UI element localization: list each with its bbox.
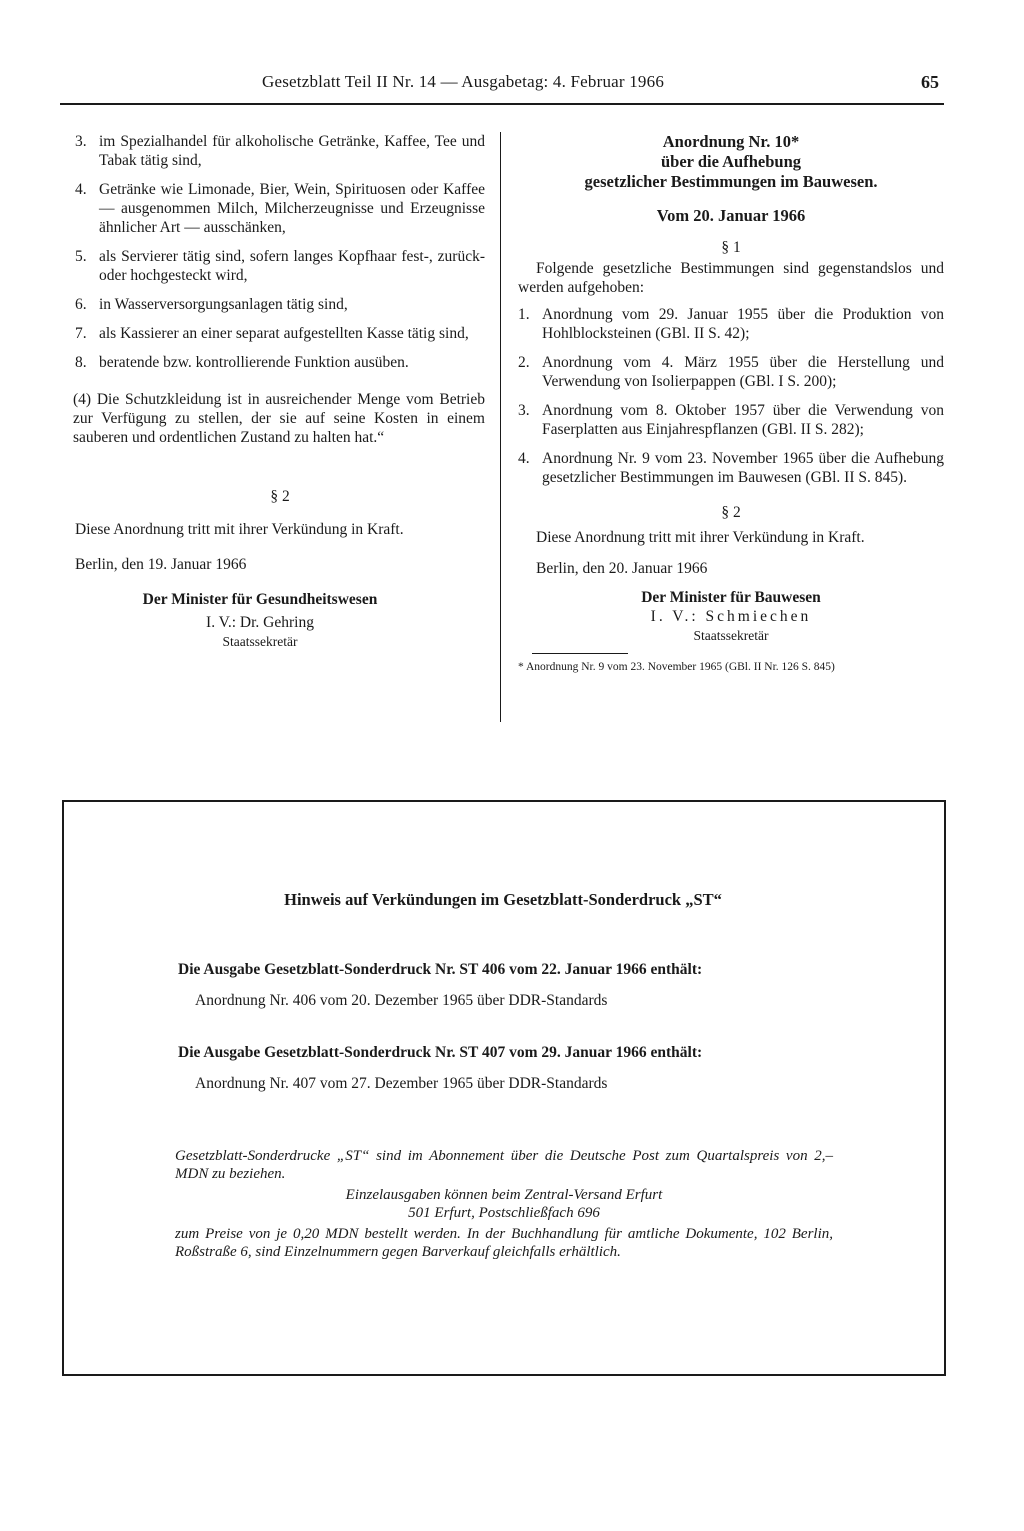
ordinance-title-line-1: Anordnung Nr. 10*	[662, 132, 800, 151]
footnote-rule	[532, 653, 628, 654]
list-item-number: 6.	[75, 296, 87, 313]
list-item-text: als Servierer tätig sind, sofern langes Kopfhaar fest-, zurück- oder hochgesteckt wird,	[99, 248, 485, 284]
list-item	[518, 353, 944, 391]
ordinance-date: Vom 20. Januar 1966	[656, 206, 806, 225]
list-item-number: 4.	[518, 450, 530, 467]
page-number: 65	[921, 72, 939, 92]
signature-block	[35, 590, 485, 651]
right-column	[518, 132, 944, 674]
edition-1-heading: Die Ausgabe Gesetzblatt-Sonderdruck Nr. ST 406 vom 22. Januar 1966 enthält:	[178, 961, 703, 978]
edition-1-content: Anordnung Nr. 406 vom 20. Dezember 1965 über DDR-Standards	[195, 992, 608, 1009]
place-date: Berlin, den 20. Januar 1966	[536, 560, 708, 577]
list-item-text: Anordnung vom 8. Oktober 1957 über die Verwendung von Faserplatten aus Einjahrespflanzen (GBl. II S. 282);	[542, 402, 944, 438]
list-item-text: im Spezialhandel für alkoholische Getränke, Kaffee, Tee und Tabak tätig sind,	[99, 133, 485, 169]
list-item	[75, 132, 485, 170]
list-item-number: 8.	[75, 354, 87, 371]
ordinance-title-line-2: über die Aufhebung	[661, 152, 801, 171]
list-item	[518, 305, 944, 343]
subscription-info	[175, 1148, 833, 1265]
list-item-text: Anordnung vom 29. Januar 1955 über die Produktion von Hohlblocksteinen (GBl. II S. 42);	[542, 306, 944, 342]
section-1-intro: Folgende gesetzliche Bestimmungen sind gegenstandslos und werden aufgehoben:	[518, 260, 944, 296]
notice-bottom-rule	[62, 1374, 946, 1376]
paragraph-4: (4) Die Schutzkleidung ist in ausreichender Menge vom Betrieb zur Verfügung zu stellen, der sie auf seine Kosten in einem sauberen und ordentlichen Zustand zu halten hat.“	[73, 391, 485, 446]
subscription-text-2b: 501 Erfurt, Postschließfach 696	[408, 1204, 600, 1221]
section-1-sign: § 1	[721, 239, 741, 256]
list-item	[518, 449, 944, 487]
signatory-title: Staatssekretär	[222, 634, 298, 649]
header-rule	[60, 103, 944, 105]
list-item-text: beratende bzw. kontrollierende Funktion ausüben.	[99, 354, 409, 371]
place-date: Berlin, den 19. Januar 1966	[75, 556, 247, 573]
list-item-number: 2.	[518, 354, 530, 371]
minister-name: Der Minister für Bauwesen	[641, 589, 821, 606]
column-divider	[500, 132, 501, 722]
list-item	[75, 324, 485, 343]
footnote: * Anordnung Nr. 9 vom 23. November 1965 (GBl. II Nr. 126 S. 845)	[518, 661, 835, 673]
list-item	[518, 401, 944, 439]
list-item-text: Getränke wie Limonade, Bier, Wein, Spirituosen oder Kaffee — ausgenommen Milch, Milcherzeugnisse und Erzeugnisse ähnlicher Art — ausschänken,	[99, 181, 485, 236]
edition-2-content: Anordnung Nr. 407 vom 27. Dezember 1965 über DDR-Standards	[195, 1075, 608, 1092]
signatory-title: Staatssekretär	[693, 628, 769, 643]
list-item-text: als Kassierer an einer separat aufgestellten Kasse tätig sind,	[99, 325, 469, 342]
list-item	[75, 180, 485, 237]
list-item-number: 3.	[75, 133, 87, 150]
ordinance-title-line-3: gesetzlicher Bestimmungen im Bauwesen.	[584, 172, 878, 191]
list-item-number: 4.	[75, 181, 87, 198]
notice-heading: Hinweis auf Verkündungen im Gesetzblatt-Sonderdruck „ST“	[284, 890, 722, 909]
signature-block	[518, 588, 944, 645]
list-item-number: 1.	[518, 306, 530, 323]
signatory: I. V.: Dr. Gehring	[206, 614, 314, 631]
list-item	[75, 353, 485, 372]
list-item-number: 3.	[518, 402, 530, 419]
list-item	[75, 295, 485, 314]
list-item-text: in Wasserversorgungsanlagen tätig sind,	[99, 296, 348, 313]
edition-2-heading: Die Ausgabe Gesetzblatt-Sonderdruck Nr. ST 407 vom 29. Januar 1966 enthält:	[178, 1044, 703, 1061]
section-2-text: Diese Anordnung tritt mit ihrer Verkündung in Kraft.	[536, 529, 865, 546]
list-item-text: Anordnung vom 4. März 1955 über die Herstellung und Verwendung von Isolierpappen (GBl. I S. 200);	[542, 354, 944, 390]
notice-box-frame	[62, 1274, 946, 1374]
subscription-text-1: Gesetzblatt-Sonderdrucke „ST“ sind im Abonnement über die Deutsche Post zum Quartalspreis von 2,– MDN zu beziehen.	[175, 1148, 833, 1182]
subscription-text-3: zum Preise von je 0,20 MDN bestellt werden. In der Buchhandlung für amtliche Dokumente, 102 Berlin, Roßstraße 6, sind Einzelnummern gegen Barverkauf gleichfalls erhältlich.	[175, 1226, 833, 1260]
subscription-text-2a: Einzelausgaben können beim Zentral-Versand Erfurt	[345, 1187, 663, 1203]
minister-name: Der Minister für Gesundheitswesen	[142, 591, 378, 608]
list-item-number: 7.	[75, 325, 87, 342]
left-column	[75, 132, 485, 651]
list-item	[75, 247, 485, 285]
section-2-sign: § 2	[270, 488, 290, 505]
list-item-text: Anordnung Nr. 9 vom 23. November 1965 über die Aufhebung gesetzlicher Bestimmungen im Bauwesen (GBl. II S. 845).	[542, 450, 944, 486]
header-title: Gesetzblatt Teil II Nr. 14 — Ausgabetag: 4. Februar 1966	[262, 72, 665, 91]
section-2-text: Diese Anordnung tritt mit ihrer Verkündung in Kraft.	[75, 521, 404, 538]
list-item-number: 5.	[75, 248, 87, 265]
section-2-sign: § 2	[721, 504, 741, 521]
signatory: I. V.: Schmiechen	[650, 608, 812, 625]
